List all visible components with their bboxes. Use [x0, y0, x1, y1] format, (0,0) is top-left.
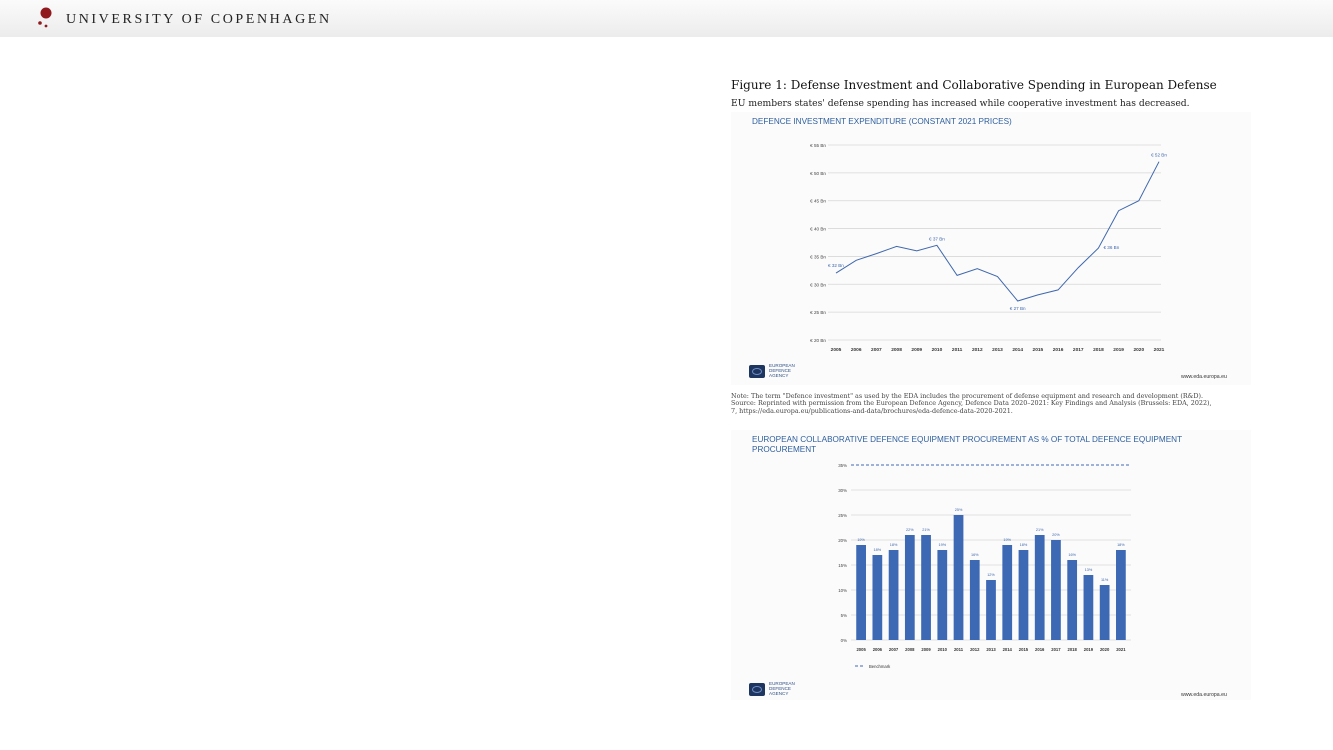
- bar: [970, 560, 980, 640]
- x-tick-label: 2020: [1133, 348, 1145, 353]
- x-tick-label: 2011: [953, 647, 964, 652]
- y-tick-label: 35%: [838, 463, 847, 468]
- data-label: 25%: [954, 508, 963, 512]
- data-label: 19%: [1003, 538, 1012, 542]
- x-tick-label: 2011: [951, 348, 963, 353]
- data-label: € 37 Bn: [929, 236, 945, 242]
- bar: [1035, 535, 1045, 640]
- x-tick-label: 2009: [921, 647, 931, 652]
- x-tick-label: 2005: [856, 647, 866, 652]
- x-tick-label: 2013: [986, 647, 996, 652]
- x-tick-label: 2015: [1018, 647, 1029, 652]
- x-tick-label: 2012: [971, 348, 983, 353]
- data-label: 21%: [1035, 528, 1044, 532]
- y-tick-label: € 50 Bn: [810, 170, 826, 176]
- eda-logo: [749, 363, 809, 385]
- y-tick-label: 5%: [840, 613, 847, 618]
- x-tick-label: 2021: [1116, 647, 1126, 652]
- data-label: 19%: [857, 538, 865, 542]
- line-chart-title: DEFENCE INVESTMENT EXPENDITURE (CONSTANT 2021 PRICES): [752, 117, 1012, 126]
- data-label: € 32 Bn: [828, 263, 844, 269]
- eda-url[interactable]: www.eda.europa.eu: [1181, 374, 1227, 380]
- bar: [937, 550, 947, 640]
- data-label: 18%: [889, 543, 898, 547]
- eda-emblem-icon: [749, 365, 765, 378]
- data-label: € 27 Bn: [1009, 306, 1026, 311]
- data-label: 11%: [1100, 578, 1109, 582]
- x-tick-label: 2018: [1067, 647, 1077, 652]
- x-tick-label: 2010: [937, 647, 947, 652]
- x-tick-label: 2009: [911, 348, 923, 353]
- y-tick-label: € 40 Bn: [810, 226, 826, 232]
- note-line: Note: The term "Defence investment" as used by the EDA includes the procurement of defense equipment and research and development (R&D).: [731, 392, 1203, 400]
- series-line: [836, 162, 1159, 301]
- x-tick-label: 2020: [1099, 647, 1110, 652]
- bar: [1067, 560, 1077, 640]
- y-tick-label: € 55 Bn: [810, 143, 826, 148]
- data-label: 12%: [987, 573, 995, 577]
- bar: [1116, 550, 1126, 640]
- x-tick-label: 2021: [1153, 348, 1165, 353]
- y-tick-label: € 35 Bn: [810, 254, 826, 260]
- line-chart: [731, 130, 1251, 375]
- x-tick-label: 2017: [1051, 647, 1061, 652]
- figure-note: [731, 393, 1261, 415]
- bar: [1100, 585, 1110, 640]
- x-tick-label: 2017: [1072, 348, 1084, 353]
- data-label: 22%: [906, 528, 914, 532]
- eda-logo-line: EUROPEAN: [769, 363, 795, 368]
- data-label: 18%: [1019, 543, 1028, 547]
- y-tick-label: 0%: [840, 638, 847, 643]
- x-tick-label: 2007: [888, 647, 899, 652]
- y-tick-label: 15%: [838, 563, 847, 568]
- bar: [1002, 545, 1012, 640]
- y-tick-label: € 30 Bn: [810, 282, 826, 288]
- bar: [1084, 575, 1094, 640]
- x-tick-label: 2019: [1083, 647, 1094, 652]
- data-label: 16%: [1068, 553, 1076, 557]
- bar: [856, 545, 866, 640]
- y-tick-label: 20%: [838, 538, 847, 543]
- bar: [986, 580, 996, 640]
- data-label: 18%: [873, 548, 882, 552]
- site-header: [0, 0, 1333, 37]
- bar-chart-title: EUROPEAN COLLABORATIVE DEFENCE EQUIPMENT PROCUREMENT AS % OF TOTAL DEFENCE EQUIPMENT PROCUREMENT: [752, 435, 1182, 454]
- eda-logo-line: DEFENCE: [769, 686, 791, 691]
- x-tick-label: 2019: [1113, 348, 1124, 353]
- data-label: 16%: [970, 553, 979, 557]
- bar: [954, 515, 964, 640]
- bar: [905, 535, 915, 640]
- data-label: € 36 Bn: [1103, 245, 1120, 251]
- legend-label: Benchmark: [869, 664, 891, 669]
- figure-title: Figure 1: Defense Investment and Collaborative Spending in European Defense: [731, 78, 1217, 92]
- bar-chart-panel: [731, 430, 1251, 700]
- y-tick-label: 10%: [838, 588, 847, 593]
- x-tick-label: 2008: [905, 647, 915, 652]
- eda-url[interactable]: www.eda.europa.eu: [1181, 692, 1227, 698]
- bar: [1051, 540, 1061, 640]
- y-tick-label: 30%: [838, 488, 847, 493]
- bar: [1019, 550, 1029, 640]
- data-label: 18%: [1117, 543, 1125, 547]
- x-tick-label: 2018: [1093, 348, 1104, 353]
- y-tick-label: 25%: [838, 513, 847, 518]
- x-tick-label: 2008: [891, 348, 902, 353]
- x-tick-label: 2006: [872, 647, 883, 652]
- data-label: 20%: [1052, 533, 1060, 537]
- x-tick-label: 2014: [1012, 348, 1024, 353]
- x-tick-label: 2014: [1002, 647, 1012, 652]
- eda-logo: [749, 681, 809, 703]
- eda-logo-line: EUROPEAN: [769, 681, 795, 686]
- x-tick-label: 2010: [931, 348, 943, 353]
- source-line[interactable]: 7, https://eda.europa.eu/publications-and-data/brochures/eda-defence-data-2020-2021.: [731, 406, 1013, 415]
- data-label: € 52 Bn: [1151, 152, 1167, 158]
- x-tick-label: 2006: [850, 348, 862, 353]
- university-name[interactable]: UNIVERSITY OF COPENHAGEN: [66, 12, 332, 27]
- x-tick-label: 2016: [1035, 647, 1045, 652]
- data-label: 21%: [922, 528, 930, 532]
- x-tick-label: 2012: [970, 647, 980, 652]
- bar: [889, 550, 899, 640]
- bar-chart: [731, 458, 1251, 673]
- bar: [872, 555, 882, 640]
- eda-logo-line: AGENCY: [769, 691, 789, 696]
- source-line: Source: Reprinted with permission from the European Defence Agency, Defence Data 2020–2021: Key Findings and Analysis (Brussels: EDA, 2022),: [731, 399, 1212, 408]
- y-tick-label: € 25 Bn: [810, 310, 826, 316]
- data-label: 13%: [1084, 568, 1093, 572]
- y-tick-label: € 20 Bn: [810, 338, 826, 343]
- x-tick-label: 2015: [1032, 348, 1044, 353]
- university-seal-icon: [36, 6, 56, 30]
- x-tick-label: 2013: [992, 348, 1003, 353]
- bar: [921, 535, 931, 640]
- x-tick-label: 2016: [1052, 348, 1064, 353]
- eda-logo-line: DEFENCE: [769, 368, 791, 373]
- x-tick-label: 2007: [871, 348, 882, 353]
- data-label: 19%: [938, 543, 947, 547]
- eda-emblem-icon: [749, 683, 765, 696]
- y-tick-label: € 45 Bn: [810, 198, 826, 204]
- line-chart-panel: [731, 112, 1251, 385]
- x-tick-label: 2005: [830, 348, 842, 353]
- eda-logo-line: AGENCY: [769, 373, 789, 378]
- figure-subtitle: EU members states' defense spending has increased while cooperative investment has decreased.: [731, 98, 1190, 109]
